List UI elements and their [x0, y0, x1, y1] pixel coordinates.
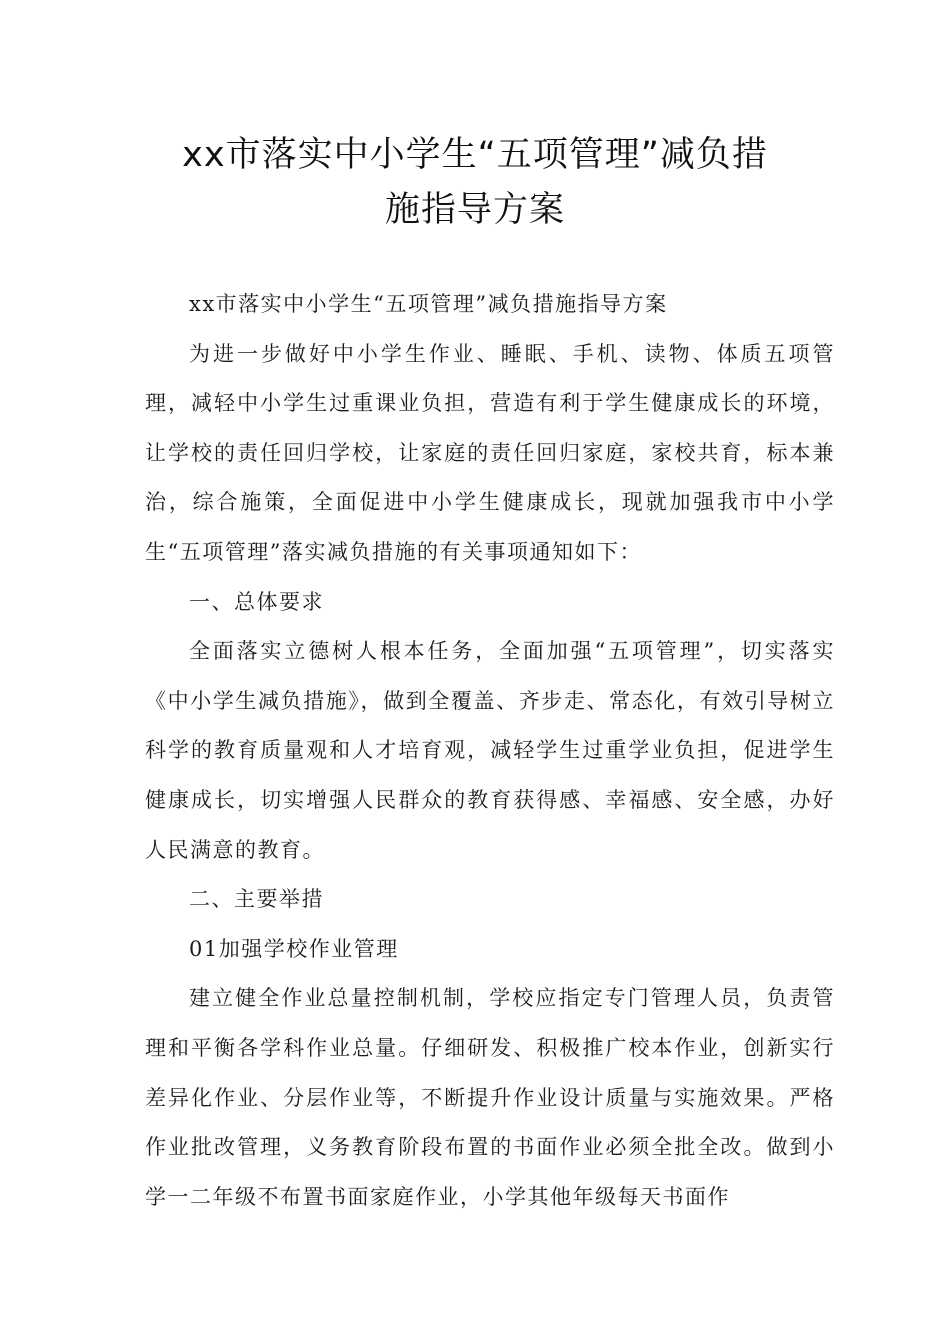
- homework-management-paragraph: 建立健全作业总量控制机制，学校应指定专门管理人员，负责管理和平衡各学科作业总量。仔细研发、积极推广校本作业，创新实行差异化作业、分层作业等，不断提升作业设计质量与实施效果。严格作业批改管理，义务教育阶段布置的书面作业必须全批全改。做到小学一二年级不布置书面家庭作业，小学其他年级每天书面作: [145, 986, 835, 1209]
- general-requirements-paragraph: 全面落实立德树人根本任务，全面加强“五项管理”，切实落实《中小学生减负措施》，做到全覆盖、齐步走、常态化，有效引导树立科学的教育质量观和人才培育观，减轻学生过重学业负担，促进学生健康成长，切实增强人民群众的教育获得感、幸福感、安全感，办好人民满意的教育。: [145, 639, 835, 862]
- title-line-1: xx市落实中小学生“五项管理”减负措: [182, 135, 768, 175]
- title-line-2: 施指导方案: [384, 190, 565, 230]
- section-heading-general-requirements: 一、总体要求: [189, 589, 324, 614]
- subtitle-paragraph: xx市落实中小学生“五项管理”减负措施指导方案: [189, 292, 668, 316]
- section-heading-main-measures: 二、主要举措: [189, 887, 324, 912]
- document-title: [120, 128, 830, 238]
- intro-paragraph: 为进一步做好中小学生作业、睡眠、手机、读物、体质五项管理，减轻中小学生过重课业负担，营造有利于学生健康成长的环境，让学校的责任回归学校，让家庭的责任回归家庭，家校共育，标本兼治，综合施策，全面促进中小学生健康成长，现就加强我市中小学生“五项管理”落实减负措施的有关事项通知如下：: [145, 341, 835, 564]
- subsection-heading-homework-management: 01加强学校作业管理: [189, 936, 399, 961]
- document-body: [145, 280, 835, 1222]
